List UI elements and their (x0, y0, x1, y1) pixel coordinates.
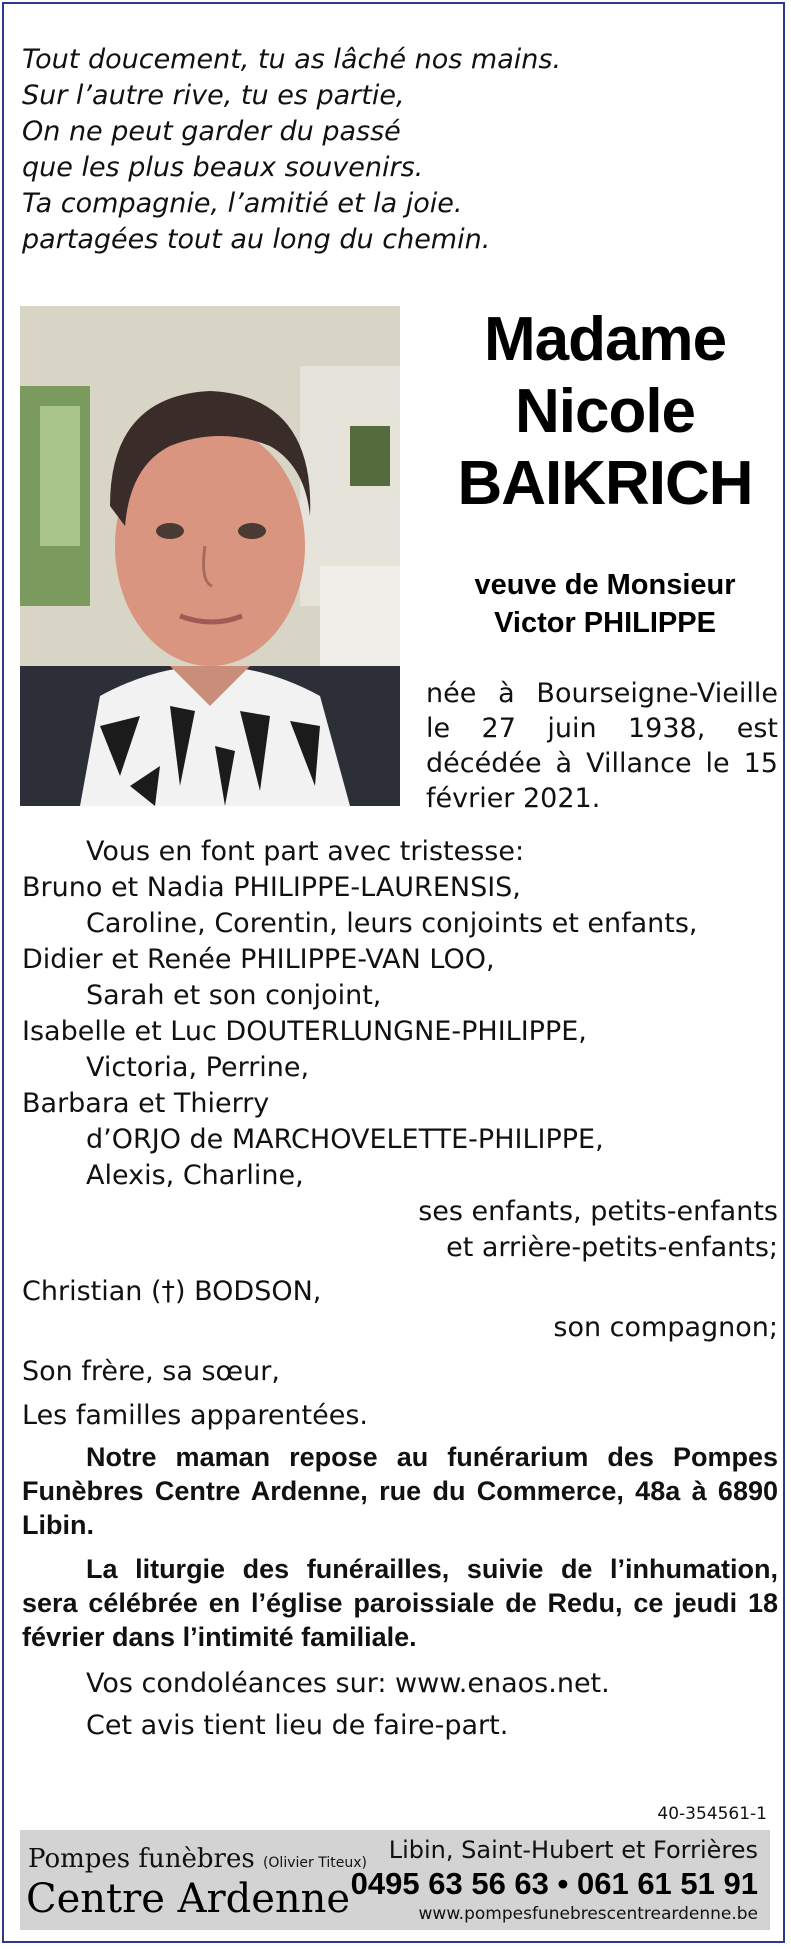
obituary-frame (2, 2, 785, 1943)
company-heading (28, 1844, 367, 1874)
companion-relation: son compagnon; (553, 1312, 778, 1343)
company-line1: Pompes funèbres (28, 1844, 255, 1874)
poem-line: Tout doucement, tu as lâché nos mains. (22, 44, 562, 75)
family-line: Victoria, Perrine, (86, 1052, 310, 1083)
reference-number: 40-354561-1 (657, 1804, 767, 1824)
family-relation: ses enfants, petits-enfants (418, 1196, 778, 1227)
name-title: Madame (483, 305, 727, 374)
widow-line: veuve de Monsieur (474, 569, 736, 601)
liturgy-text: La liturgie des funérailles, suivie de l’inhumation, sera célébrée en l’église paroissiale de Redu, ce jeudi 18 février dans l’intimité familiale. (22, 1554, 778, 1652)
poem-line: que les plus beaux souvenirs. (22, 152, 424, 183)
relatives-line: Les familles apparentées. (22, 1400, 369, 1431)
family-line: Didier et Renée PHILIPPE-VAN LOO, (22, 944, 495, 975)
family-line: Bruno et Nadia PHILIPPE-LAURENSIS, (22, 872, 521, 903)
notice-line: Cet avis tient lieu de faire-part. (86, 1710, 509, 1741)
family-line: Alexis, Charline, (86, 1160, 304, 1191)
funerarium-notice (22, 1440, 778, 1542)
poem-line: Sur l’autre rive, tu es partie, (22, 80, 405, 111)
family-line: Sarah et son conjoint, (86, 980, 382, 1011)
name-first: Nicole (514, 377, 696, 446)
company-note: (Olivier Titeux) (262, 1855, 367, 1871)
family-line: Isabelle et Luc DOUTERLUNGNE-PHILIPPE, (22, 1016, 587, 1047)
deceased-name (424, 304, 786, 520)
company-locations: Libin, Saint-Hubert et Forrières (388, 1836, 758, 1864)
poem-line: On ne peut garder du passé (22, 116, 401, 147)
funerarium-text: Notre maman repose au funérarium des Pompes Funèbres Centre Ardenne, rue du Commerce, 48a à 6890 Libin. (22, 1442, 778, 1540)
poem (22, 42, 742, 258)
widow-of (424, 566, 786, 642)
liturgy-notice (22, 1552, 778, 1654)
name-last: BAIKRICH (457, 449, 753, 518)
poem-line: Ta compagnie, l’amitié et la joie. (22, 188, 463, 219)
obituary-body (22, 834, 778, 1744)
family-line: d’ORJO de MARCHOVELETTE-PHILIPPE, (86, 1124, 604, 1155)
condolences-line: Vos condoléances sur: www.enaos.net. (86, 1668, 610, 1699)
companion-name: Christian (†) BODSON, (22, 1276, 322, 1307)
poem-line: partagées tout au long du chemin. (22, 224, 491, 255)
family-line: Barbara et Thierry (22, 1088, 270, 1119)
funeral-home-banner (20, 1830, 770, 1930)
portrait-photo (20, 306, 400, 806)
company-website: www.pompesfunebrescentreardenne.be (418, 1904, 758, 1924)
family-intro: Vous en font part avec tristesse: (86, 836, 525, 867)
widow-line: Victor PHILIPPE (494, 607, 716, 639)
company-phones: 0495 63 56 63 • 061 61 51 91 (350, 1866, 758, 1901)
siblings-line: Son frère, sa sœur, (22, 1356, 280, 1387)
family-line: Caroline, Corentin, leurs conjoints et enfants, (86, 908, 698, 939)
portrait-illustration (20, 306, 400, 806)
family-relation: et arrière-petits-enfants; (446, 1232, 778, 1263)
birth-death-text: née à Bourseigne-Vieille le 27 juin 1938, est décédée à Villance le 15 février 2021. (426, 678, 778, 814)
company-name: Centre Ardenne (26, 1876, 351, 1922)
